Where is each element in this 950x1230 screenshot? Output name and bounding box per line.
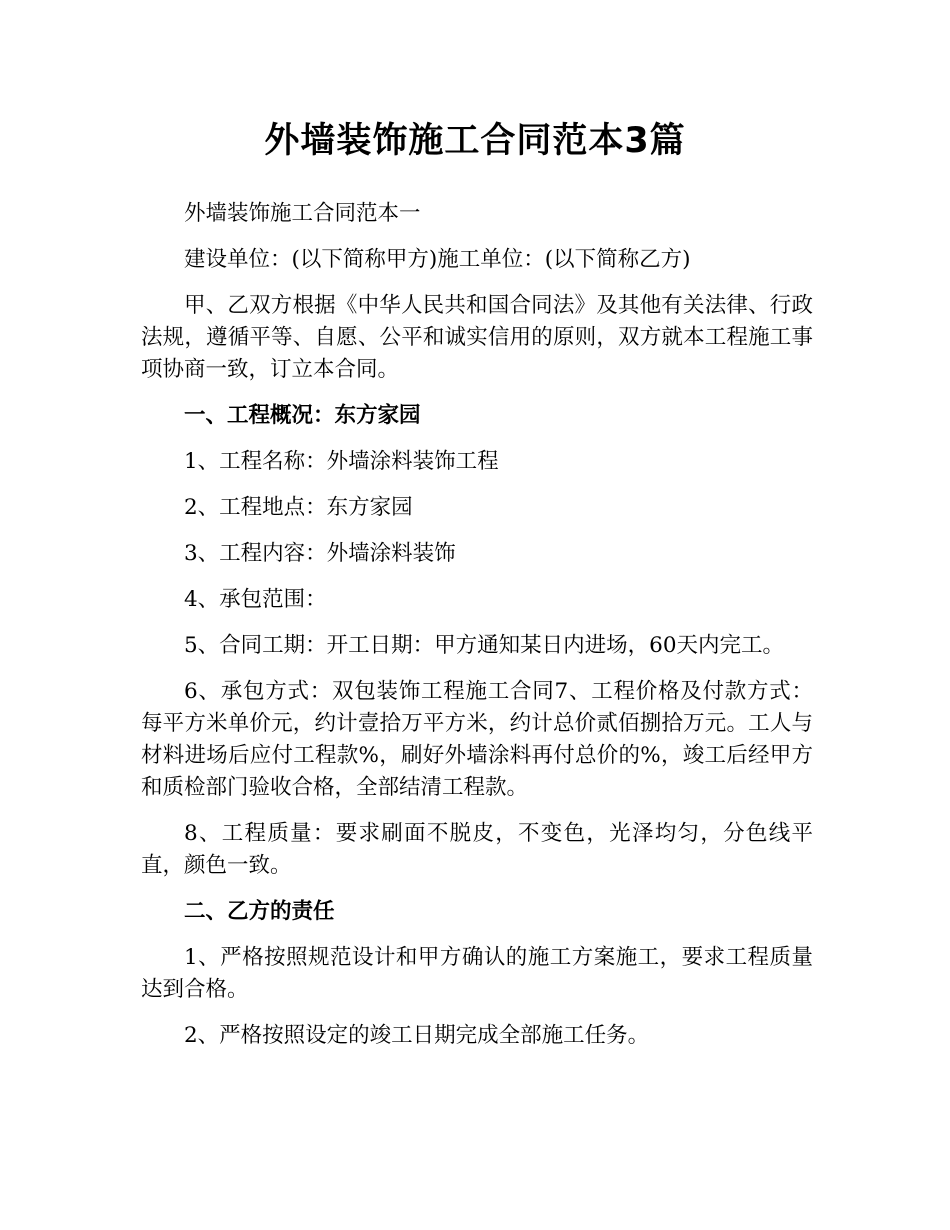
paragraph: 1、严格按照规范设计和甲方确认的施工方案施工，要求工程质量达到合格。 [141,945,813,1002]
paragraph: 1、工程名称：外墙涂料装饰工程 [184,449,499,474]
paragraph: 2、严格按照设定的竣工日期完成全部施工任务。 [184,1023,650,1048]
document-body [141,198,813,1066]
paragraph: 2、工程地点：东方家园 [184,495,413,520]
section-heading: 一、工程概况：东方家园 [184,403,421,428]
paragraph: 3、工程内容：外墙涂料装饰 [184,541,456,566]
paragraph: 甲、乙双方根据《中华人民共和国合同法》及其他有关法律、行政法规，遵循平等、自愿、公平和诚实信用的原则，双方就本工程施工事项协商一致，订立本合同。 [141,293,813,382]
paragraph: 建设单位：(以下简称甲方)施工单位：(以下简称乙方) [184,247,691,272]
paragraph: 8、工程质量：要求刷面不脱皮，不变色，光泽均匀，分色线平直，颜色一致。 [141,821,813,878]
document-title: 外墙装饰施工合同范本3篇 [264,121,686,161]
paragraph: 5、合同工期：开工日期：甲方通知某日内进场，60天内完工。 [184,633,785,658]
paragraph: 4、承包范围： [184,587,327,612]
paragraph: 6、承包方式：双包装饰工程施工合同7、工程价格及付款方式：每平方米单价元，约计壹拾万平方米，约计总价贰佰捌拾万元。工人与材料进场后应付工程款%，刷好外墙涂料再付总价的%，竣工后经甲方和质检部门验收合格，全部结清工程款。 [141,679,813,800]
paragraph: 外墙装饰施工合同范本一 [184,201,421,226]
section-heading: 二、乙方的责任 [184,899,335,924]
